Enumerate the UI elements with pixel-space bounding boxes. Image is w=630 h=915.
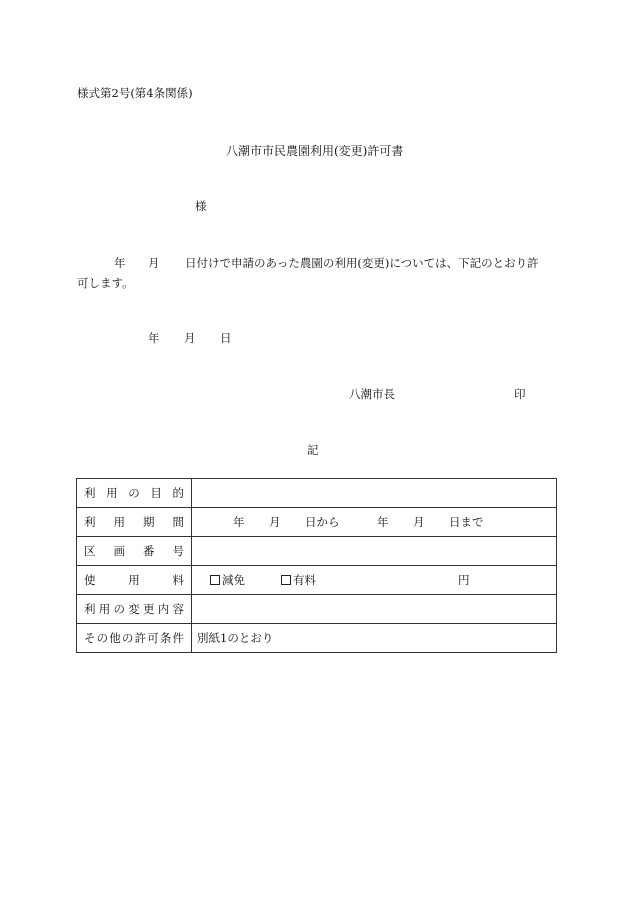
fee-yen-unit: 円 bbox=[458, 573, 470, 587]
exempt-checkbox[interactable] bbox=[210, 575, 220, 585]
period-value-cell bbox=[192, 508, 557, 537]
other-conditions-value-cell bbox=[192, 624, 557, 653]
table-row bbox=[77, 537, 557, 566]
label-char: 画 bbox=[113, 544, 125, 558]
form-number-label: 様式第2号(第4条関係) bbox=[77, 86, 193, 100]
label-char: 料 bbox=[172, 573, 184, 587]
label-char: 利 bbox=[84, 602, 96, 616]
label-char: 内 bbox=[157, 602, 170, 616]
plot-number-value-cell bbox=[192, 537, 557, 566]
fee-paid-label: 有料 bbox=[293, 573, 316, 587]
label-char: 更 bbox=[143, 602, 155, 616]
label-char: 号 bbox=[172, 544, 184, 558]
table-row bbox=[77, 595, 557, 624]
fee-exempt-label: 減免 bbox=[222, 573, 245, 587]
row-label-change-details bbox=[77, 595, 192, 624]
label-char: 容 bbox=[172, 602, 184, 616]
label-char: 件 bbox=[172, 631, 184, 645]
label-char: の bbox=[128, 486, 140, 500]
issue-date-year: 年 bbox=[148, 331, 160, 345]
application-year-unit: 年 bbox=[114, 256, 126, 270]
label-char: 的 bbox=[172, 486, 184, 500]
table-row bbox=[77, 508, 557, 537]
label-char: 用 bbox=[128, 573, 140, 587]
label-char: 他 bbox=[109, 631, 121, 645]
period-start-day: 日から bbox=[305, 515, 340, 529]
seal-mark: 印 bbox=[514, 387, 526, 401]
row-label-plot-number bbox=[77, 537, 192, 566]
row-label-period bbox=[77, 508, 192, 537]
body-text-line-2: 可します。 bbox=[77, 276, 134, 290]
row-label-other-conditions bbox=[77, 624, 192, 653]
period-end-month: 月 bbox=[413, 515, 425, 529]
label-char: 区 bbox=[84, 544, 96, 558]
label-char: 用 bbox=[113, 515, 125, 529]
change-details-value-cell bbox=[192, 595, 557, 624]
document-title: 八潮市市民農園利用(変更)許可書 bbox=[226, 144, 404, 158]
period-end-year: 年 bbox=[377, 515, 389, 529]
row-label-purpose bbox=[77, 479, 192, 508]
table-row bbox=[77, 566, 557, 595]
label-char: 用 bbox=[106, 486, 118, 500]
label-char: 可 bbox=[147, 631, 159, 645]
application-month-unit: 月 bbox=[148, 256, 160, 270]
body-text-sentence: 日付けで申請のあった農園の利用(変更)については、下記のとおり許 bbox=[185, 256, 539, 270]
period-end-day: 日まで bbox=[449, 515, 484, 529]
addressee-suffix: 様 bbox=[195, 199, 207, 213]
label-char: 目 bbox=[150, 486, 162, 500]
label-char: 用 bbox=[98, 602, 111, 616]
table-row bbox=[77, 624, 557, 653]
label-char: の bbox=[113, 602, 125, 616]
issuer-title: 八潮市長 bbox=[349, 387, 395, 401]
ki-heading: 記 bbox=[307, 443, 319, 457]
issue-date-day: 日 bbox=[220, 331, 232, 345]
label-char: の bbox=[96, 631, 109, 645]
label-char: 条 bbox=[159, 631, 172, 645]
table-row bbox=[77, 479, 557, 508]
other-conditions-value: 別紙1のとおり bbox=[197, 631, 274, 645]
label-char: 間 bbox=[172, 515, 184, 529]
label-char: 利 bbox=[84, 515, 96, 529]
label-char: の bbox=[121, 631, 134, 645]
label-char: そ bbox=[84, 631, 96, 645]
purpose-value-cell bbox=[192, 479, 557, 508]
paid-checkbox[interactable] bbox=[281, 575, 291, 585]
label-char: 期 bbox=[143, 515, 155, 529]
period-start-year: 年 bbox=[233, 515, 245, 529]
period-start-month: 月 bbox=[269, 515, 281, 529]
fee-paid-option bbox=[281, 572, 316, 588]
fee-value-cell bbox=[192, 566, 557, 595]
label-char: 利 bbox=[84, 486, 96, 500]
label-char: 許 bbox=[134, 631, 147, 645]
label-char: 使 bbox=[84, 573, 96, 587]
label-char: 変 bbox=[128, 602, 140, 616]
details-table bbox=[76, 478, 557, 653]
fee-exempt-option bbox=[210, 572, 245, 588]
issue-date-month: 月 bbox=[184, 331, 196, 345]
row-label-fee bbox=[77, 566, 192, 595]
label-char: 番 bbox=[143, 544, 155, 558]
